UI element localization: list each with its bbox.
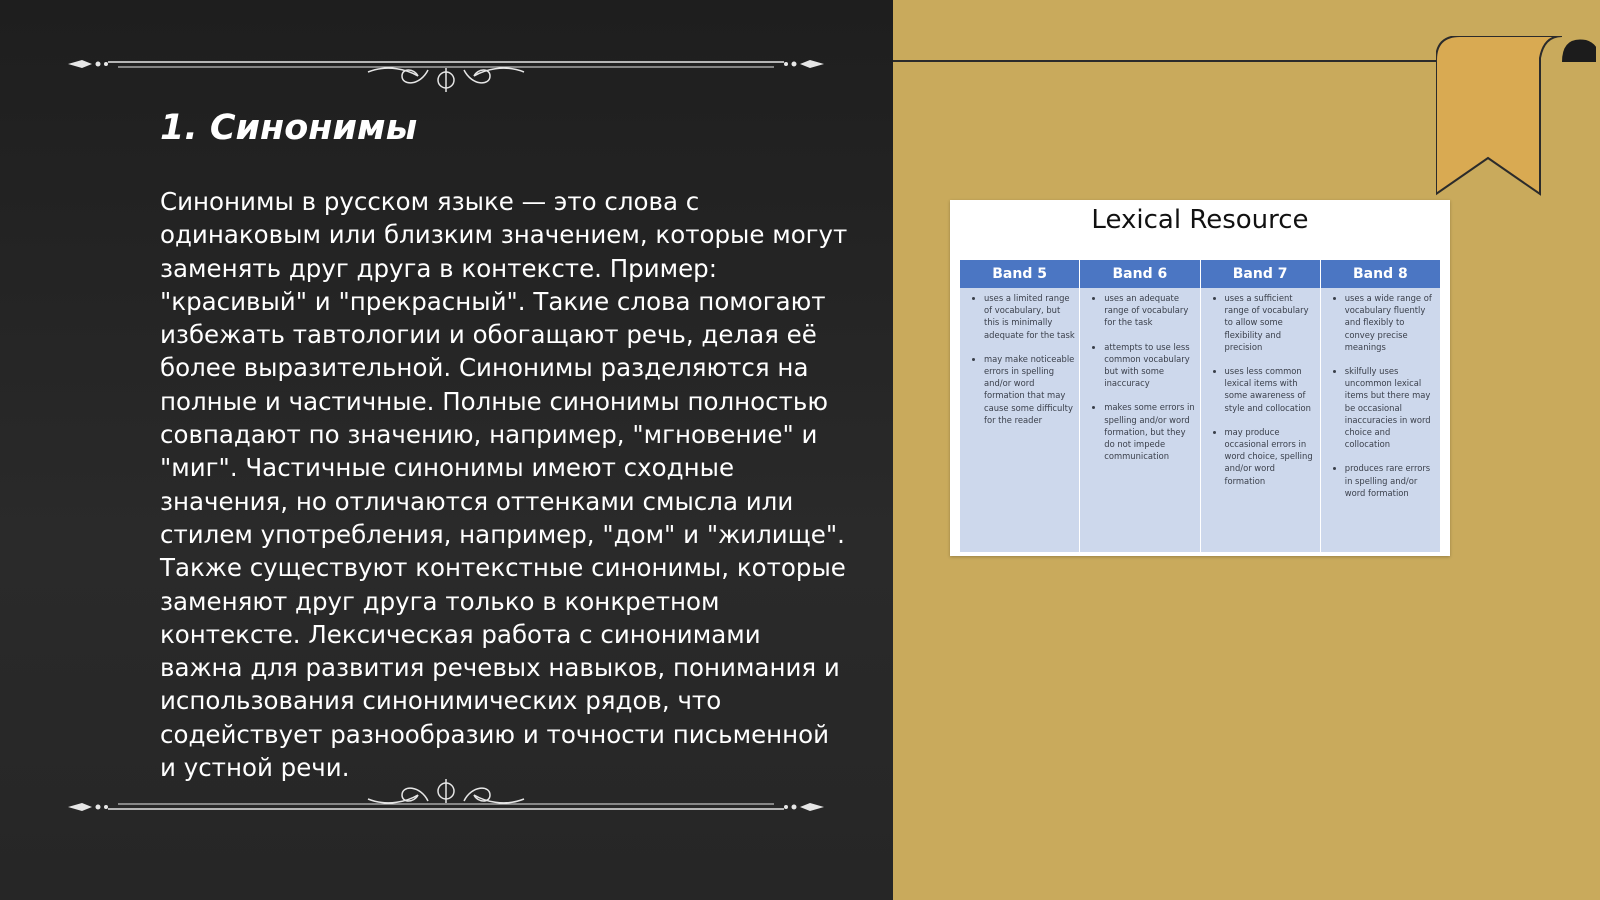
table-header-band-7: Band 7 bbox=[1200, 260, 1320, 288]
lexical-resource-image bbox=[950, 200, 1450, 556]
table-header-band-5: Band 5 bbox=[960, 260, 1079, 288]
descriptor-item: • may make noticeable errors in spelling and/or word formation that may cause some difficulty for the reader bbox=[984, 353, 1075, 426]
descriptor-item: • uses a wide range of vocabulary fluently and flexibly to convey precise meanings bbox=[1345, 292, 1436, 353]
table-body-row bbox=[960, 288, 1440, 552]
band-descriptor-table bbox=[960, 260, 1440, 552]
descriptor-item: • skilfully uses uncommon lexical items but there may be occasional inaccuracies in word choice and collocation bbox=[1345, 365, 1436, 450]
table-column-band-7 bbox=[1200, 288, 1320, 552]
table-column-band-5 bbox=[960, 288, 1079, 552]
ornament-bottom-icon bbox=[68, 779, 824, 829]
image-title: Lexical Resource bbox=[1091, 205, 1309, 235]
table-column-band-6 bbox=[1079, 288, 1199, 552]
table-header-band-8: Band 8 bbox=[1320, 260, 1440, 288]
descriptor-item: • makes some errors in spelling and/or word formation, but they do not impede communication bbox=[1104, 401, 1195, 462]
table-column-band-8 bbox=[1320, 288, 1440, 552]
slide-body-text: Синонимы в русском языке — это слова с одинаковым или близким значением, которые могут заменять друг друга в контексте. Пример: "красивый" и "прекрасный". Такие слова помогают избежать тавтологии и обогащают речь, делая её более выразительной. Синонимы разделяются на полные и частичные. Полные синонимы полностью совпадают по значению, например, "мгновение" и "миг". Частичные синонимы имеют сходные значения, но отличаются оттенками смысла или стилем употребления, например, "дом" и "жилище". Также существуют контекстные синонимы, которые заменяют друг друга только в конкретном контексте. Лексическая работа с синонимами важна для развития речевых навыков, понимания и использования синонимических рядов, что содействует разнообразию и точности письменной и устной речи. bbox=[160, 187, 848, 783]
table-header-row bbox=[960, 260, 1440, 288]
ornament-top-icon bbox=[68, 42, 824, 92]
bookmark-ribbon-icon bbox=[1436, 36, 1596, 196]
descriptor-item: • uses a limited range of vocabulary, but this is minimally adequate for the task bbox=[984, 292, 1075, 341]
descriptor-item: • attempts to use less common vocabulary but with some inaccuracy bbox=[1104, 341, 1195, 390]
table-header-band-6: Band 6 bbox=[1079, 260, 1199, 288]
gold-panel-line bbox=[893, 60, 1438, 62]
slide-title: 1. Синонимы bbox=[160, 108, 418, 148]
descriptor-item: • uses an adequate range of vocabulary for the task bbox=[1104, 292, 1195, 329]
descriptor-item: • produces rare errors in spelling and/or word formation bbox=[1345, 462, 1436, 499]
descriptor-item: • may produce occasional errors in word choice, spelling and/or word formation bbox=[1225, 426, 1316, 487]
descriptor-item: • uses a sufficient range of vocabulary to allow some flexibility and precision bbox=[1225, 292, 1316, 353]
descriptor-item: • uses less common lexical items with some awareness of style and collocation bbox=[1225, 365, 1316, 414]
